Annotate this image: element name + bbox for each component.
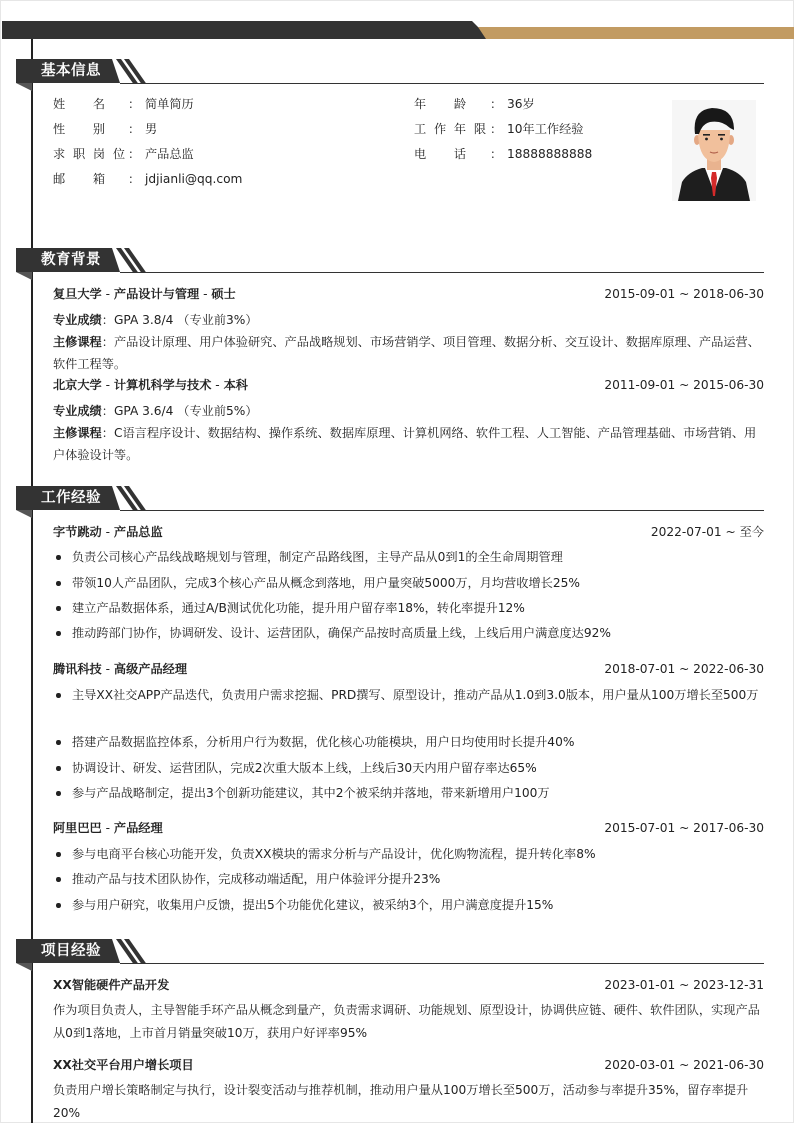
label-phone <box>414 145 466 163</box>
education-courses <box>53 422 764 466</box>
education-heading <box>53 376 248 394</box>
work-bullet <box>53 597 764 619</box>
gpa-value: GPA 3.8/4 （专业前3%） <box>113 313 258 327</box>
label-char: 邮 <box>53 172 66 186</box>
label-age <box>414 95 466 113</box>
separator: - <box>211 378 224 392</box>
label-char: 工 <box>414 122 427 136</box>
colon: ： <box>128 122 141 136</box>
colon: ： <box>101 313 114 327</box>
major: 计算机科学与技术 <box>113 378 212 392</box>
label-char: 位 <box>112 147 125 161</box>
label-char: 年 <box>453 122 467 136</box>
job-title: 高级产品经理 <box>113 662 188 676</box>
work-bullet <box>53 572 764 594</box>
label-char: 岗 <box>92 147 106 161</box>
value-email: jdjianli@qq.com <box>145 172 243 186</box>
work-heading <box>53 660 187 678</box>
colon: ： <box>128 172 141 186</box>
work-bullet <box>53 843 764 865</box>
bullet-text: 参与用户研究，收集用户反馈，提出5个功能优化建议，被采纳3个，用户满意度提升15% <box>72 898 554 912</box>
education-gpa <box>53 309 764 331</box>
school-name: 复旦大学 <box>53 287 102 301</box>
colon: ： <box>490 122 503 136</box>
bullet-dot-icon <box>56 852 61 857</box>
label-char: 姓 <box>53 97 66 111</box>
bullet-text: 搭建产品数据监控体系，分析用户行为数据，优化核心功能模块，用户日均使用时长提升40% <box>72 735 575 749</box>
value-position: 产品总监 <box>145 147 194 161</box>
colon: ： <box>128 97 141 111</box>
project-name: XX社交平台用户增长项目 <box>53 1058 194 1072</box>
work-bullet <box>53 782 764 804</box>
company-name: 腾讯科技 <box>53 662 102 676</box>
section-header-work <box>16 486 764 512</box>
separator: - <box>199 287 212 301</box>
avatar-photo-icon <box>672 100 756 201</box>
bullet-text: 带领10人产品团队，完成3个核心产品从概念到落地，用户量突破5000万，月均营收增长25% <box>72 576 580 590</box>
bullet-text: 负责公司核心产品线战略规划与管理，制定产品路线图，主导产品从0到1的全生命周期管理 <box>72 550 563 564</box>
work-bullet <box>53 622 764 644</box>
section-title: 基本信息 <box>41 63 101 79</box>
avatar <box>672 100 756 201</box>
section-title: 工作经验 <box>41 490 101 506</box>
header-gold-bar <box>478 27 794 39</box>
colon: ： <box>128 147 141 161</box>
education-date: 2015-09-01 ~ 2018-06-30 <box>604 287 764 301</box>
work-date: 2022-07-01 ~ 至今 <box>650 525 764 539</box>
courses-value: C语言程序设计、数据结构、操作系统、数据库原理、计算机网络、软件工程、人工智能、产品管理基础、市场营销、用户体验设计等。 <box>53 426 757 462</box>
bullet-text: 推动产品与技术团队协作，完成移动端适配，用户体验评分提升23% <box>72 872 441 886</box>
project-description: 负责用户增长策略制定与执行，设计裂变活动与推荐机制，推动用户量从100万增长至500万，活动参与率提升35%，留存率提升20% <box>53 1083 749 1120</box>
project-name: XX智能硬件产品开发 <box>53 978 170 992</box>
project-date: 2023-01-01 ~ 2023-12-31 <box>604 978 764 992</box>
separator: - <box>101 287 114 301</box>
bullet-text: 协调设计、研发、运营团队，完成2次重大版本上线，上线后30天内用户留存率达65% <box>72 761 537 775</box>
separator: - <box>101 378 114 392</box>
bullet-dot-icon <box>56 877 61 882</box>
value-age: 36岁 <box>507 97 535 111</box>
value-name: 简单简历 <box>145 97 194 111</box>
value-gender: 男 <box>145 122 158 136</box>
value-work-years: 10年工作经验 <box>507 122 584 136</box>
bullet-text: 推动跨部门协作，协调研发、设计、运营团队，确保产品按时高质量上线，上线后用户满意度达92% <box>72 626 611 640</box>
bullet-dot-icon <box>56 693 61 698</box>
bullet-dot-icon <box>56 903 61 908</box>
job-title: 产品总监 <box>113 525 163 539</box>
degree: 本科 <box>223 378 248 392</box>
education-date: 2011-09-01 ~ 2015-06-30 <box>604 378 764 392</box>
label-char: 箱 <box>92 172 105 186</box>
label-char: 名 <box>92 97 105 111</box>
work-heading <box>53 523 163 541</box>
separator: - <box>101 662 114 676</box>
project-description: 作为项目负责人，主导智能手环产品从概念到量产，负责需求调研、功能规划、原型设计，协调供应链、硬件、软件团队，实现产品从0到1落地，上市首月销量突破10万，获用户好评率95% <box>53 1003 760 1040</box>
bullet-text: 主导XX社交APP产品迭代，负责用户需求挖掘、PRD撰写、原型设计，推动产品从1.0到3.0版本，用户量从100万增长至500万 <box>72 688 759 702</box>
section-rule <box>120 272 764 273</box>
school-name: 北京大学 <box>53 378 102 392</box>
work-bullet <box>53 757 764 779</box>
header-dark-bar <box>2 21 490 39</box>
label-char: 年 <box>414 97 427 111</box>
gpa-label: 专业成绩 <box>53 404 102 418</box>
label-name <box>53 95 105 113</box>
project-date: 2020-03-01 ~ 2021-06-30 <box>604 1058 764 1072</box>
section-rule <box>120 963 764 964</box>
bullet-dot-icon <box>56 740 61 745</box>
label-position <box>53 145 125 163</box>
section-header-basic-info <box>16 59 764 85</box>
bullet-dot-icon <box>56 555 61 560</box>
work-heading <box>53 819 163 837</box>
bullet-text: 建立产品数据体系，通过A/B测试优化功能，提升用户留存率18%，转化率提升12% <box>72 601 525 615</box>
colon: ： <box>490 97 503 111</box>
label-char: 作 <box>433 122 447 136</box>
section-title: 教育背景 <box>41 252 101 268</box>
bullet-dot-icon <box>56 606 61 611</box>
colon: ： <box>101 335 114 349</box>
section-header-projects <box>16 939 764 965</box>
label-char: 话 <box>453 147 466 161</box>
education-heading <box>53 285 236 303</box>
colon: ： <box>490 147 503 161</box>
bullet-dot-icon <box>56 581 61 586</box>
work-bullet <box>53 546 764 568</box>
gpa-value: GPA 3.6/4 （专业前5%） <box>113 404 258 418</box>
section-title: 项目经验 <box>41 943 101 959</box>
education-gpa <box>53 400 764 422</box>
bullet-text: 参与产品战略制定，提出3个创新功能建议，其中2个被采纳并落地，带来新增用户100万 <box>72 786 550 800</box>
job-title: 产品经理 <box>113 821 163 835</box>
label-char: 职 <box>72 147 86 161</box>
label-char: 别 <box>92 122 105 136</box>
separator: - <box>101 525 114 539</box>
work-bullet <box>53 868 764 890</box>
courses-label: 主修课程 <box>53 335 102 349</box>
label-email <box>53 170 105 188</box>
label-char: 电 <box>414 147 427 161</box>
section-rule <box>120 83 764 84</box>
bullet-dot-icon <box>56 791 61 796</box>
work-date: 2015-07-01 ~ 2017-06-30 <box>604 821 764 835</box>
label-work-years <box>414 120 486 138</box>
bullet-text: 参与电商平台核心功能开发，负责XX模块的需求分析与产品设计，优化购物流程，提升转化率8% <box>72 847 596 861</box>
gpa-label: 专业成绩 <box>53 313 102 327</box>
company-name: 阿里巴巴 <box>53 821 102 835</box>
work-date: 2018-07-01 ~ 2022-06-30 <box>604 662 764 676</box>
value-phone: 18888888888 <box>507 147 593 161</box>
label-char: 求 <box>53 147 66 161</box>
label-gender <box>53 120 105 138</box>
major: 产品设计与管理 <box>113 287 200 301</box>
bullet-dot-icon <box>56 631 61 636</box>
section-rule <box>120 510 764 511</box>
work-bullet <box>53 894 764 916</box>
company-name: 字节跳动 <box>53 525 102 539</box>
separator: - <box>101 821 114 835</box>
label-char: 限 <box>473 122 486 136</box>
section-header-education <box>16 248 764 274</box>
work-bullet <box>53 684 764 706</box>
colon: ： <box>101 426 114 440</box>
label-char: 性 <box>53 122 66 136</box>
courses-value: 产品设计原理、用户体验研究、产品战略规划、市场营销学、项目管理、数据分析、交互设计、数据库原理、产品运营、软件工程等。 <box>53 335 760 371</box>
work-bullet <box>53 731 764 753</box>
education-courses <box>53 331 764 375</box>
degree: 硕士 <box>211 287 236 301</box>
bullet-dot-icon <box>56 766 61 771</box>
label-char: 龄 <box>453 97 466 111</box>
courses-label: 主修课程 <box>53 426 102 440</box>
colon: ： <box>101 404 114 418</box>
